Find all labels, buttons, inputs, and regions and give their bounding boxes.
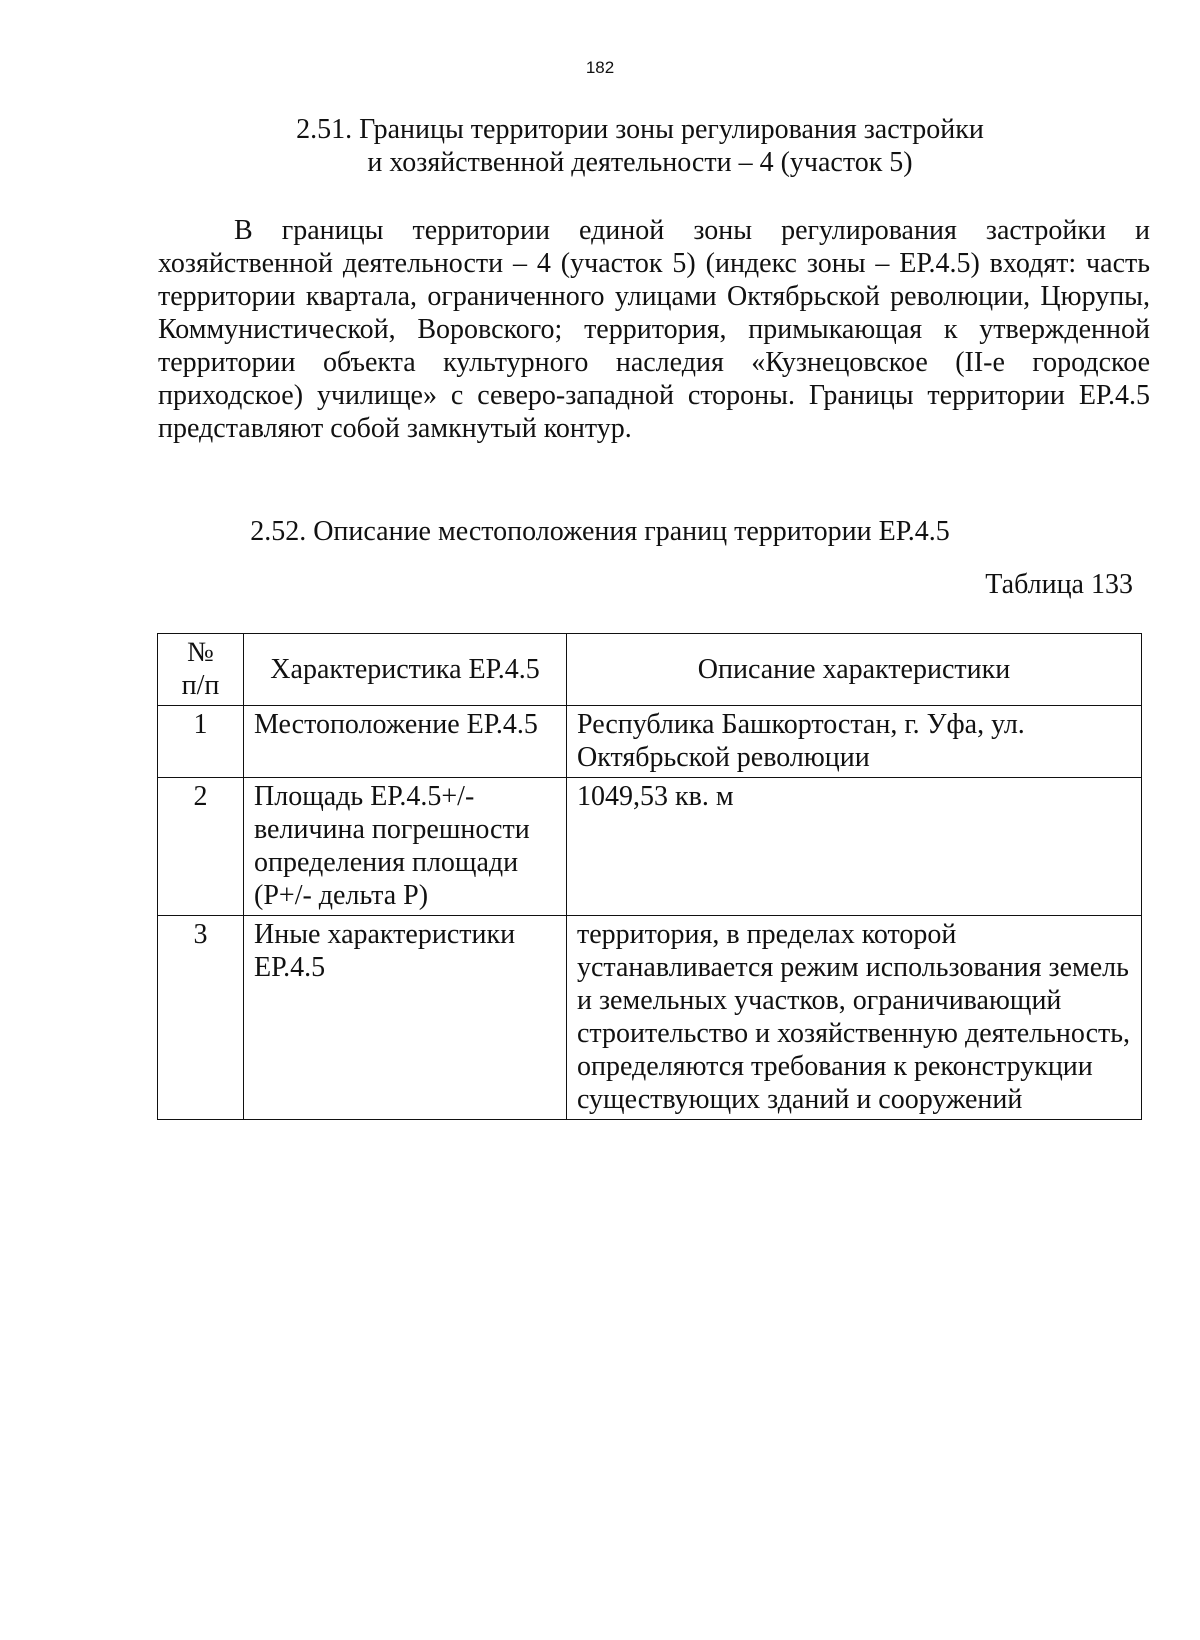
row-characteristic: Площадь ЕР.4.5+/- величина погрешности определения площади (Р+/- дельта Р)	[244, 778, 567, 916]
header-num-symbol: №	[187, 637, 214, 668]
row-characteristic: Местоположение ЕР.4.5	[244, 706, 567, 778]
row-characteristic: Иные характеристики ЕР.4.5	[244, 916, 567, 1120]
row-description: Республика Башкортостан, г. Уфа, ул. Октябрьской революции	[567, 706, 1142, 778]
header-characteristic: Характеристика ЕР.4.5	[244, 634, 567, 706]
table-row	[158, 916, 1142, 1120]
row-number: 3	[158, 916, 244, 1120]
row-description: 1049,53 кв. м	[567, 778, 1142, 916]
header-num-label: п/п	[181, 670, 220, 701]
table-row	[158, 706, 1142, 778]
header-description: Описание характеристики	[567, 634, 1142, 706]
section-title	[200, 113, 1080, 179]
page-number: 182	[585, 58, 615, 77]
table-row	[158, 778, 1142, 916]
section-title-line-2: и хозяйственной деятельности – 4 (участок 5)	[367, 147, 913, 178]
table-caption: Таблица 133	[985, 569, 1133, 600]
row-description: территория, в пределах которой устанавливается режим использования земель и земельных участков, ограничивающий строительство и хозяйственную деятельность, определяются требования к реконструкции существующих зданий и сооружений	[567, 916, 1142, 1120]
header-num	[158, 634, 244, 706]
row-number: 2	[158, 778, 244, 916]
table-header-row	[158, 634, 1142, 706]
row-number: 1	[158, 706, 244, 778]
subsection-title: 2.52. Описание местоположения границ территории ЕР.4.5	[250, 516, 950, 547]
intro-paragraph: В границы территории единой зоны регулирования застройки и хозяйственной деятельности – 4 (участок 5) (индекс зоны – ЕР.4.5) входят: часть территории квартала, ограниченного улицами Октябрьской революции, Цюрупы, Коммунистической, Воровского; территория, примыкающая к утвержденной территории объекта культурного наследия «Кузнецовское (II-е городское приходское) училище» с северо-западной стороны. Границы территории ЕР.4.5 представляют собой замкнутый контур.	[158, 215, 1150, 444]
characteristics-table	[157, 633, 1142, 1120]
section-title-line-1: 2.51. Границы территории зоны регулирования застройки	[296, 114, 984, 145]
